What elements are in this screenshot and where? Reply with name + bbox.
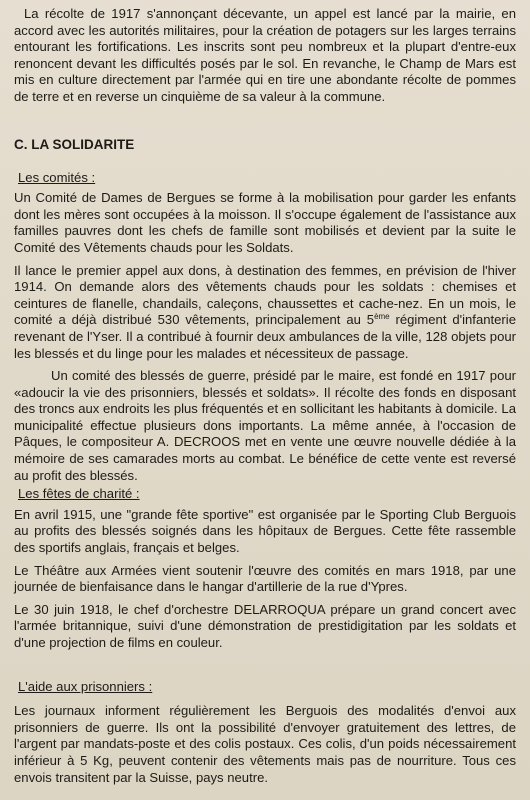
fetes-paragraph-3: Le 30 juin 1918, le chef d'orchestre DELARROQUA prépare un grand concert avec l'armée britannique, suivi d'une démonstration de prestidigitation par les soldats et d'une projection de films en couleur. bbox=[14, 601, 516, 650]
prisonniers-heading: L'aide aux prisonniers : bbox=[18, 678, 153, 694]
comites-paragraph-2-text-b: régiment d'infanterie revenant de l'Yser. Il a contribué à fournir deux ambulances de la ville, 128 objets pour les blessés et du linge pour les malades et nécessiteux de passage. bbox=[14, 312, 516, 361]
fetes-paragraph-2: Le Théâtre aux Armées vient soutenir l'œuvre des comités en mars 1918, par une journée de bienfaisance dans le hangar d'artillerie de la rue d'Ypres. bbox=[14, 562, 516, 595]
fetes-heading: Les fêtes de charité : bbox=[18, 486, 140, 502]
comites-paragraph-2-text-a: Il lance le premier appel aux dons, à destination des femmes, en prévision de l'hiver 1914. On demande alors des vêtements chauds pour les soldats : chemises et ceintures de flanelle, chandails, caleçons, chaussettes et cache-nez. En un mois, le comité a déjà distribué 530 vêtements, principalement au 5 bbox=[14, 262, 516, 328]
prisonniers-paragraph-1: Les journaux informent régulièrement les Berguois des modalités d'envoi aux prisonniers de guerre. Ils ont la possibilité d'envoyer gratuitement des lettres, de l'argent par mandats-poste et des colis postaux. Ces colis, d'un poids nécessairement inférieur à 5 Kg, peuvent contenir des vêtements mais pas de nourriture. Tous ces envois transitent par la Suisse, pays neutre. bbox=[14, 703, 516, 785]
comites-paragraph-3: Un comité des blessés de guerre, présidé par le maire, est fondé en 1917 pour «adoucir la vie des prisonniers, blessés et soldats». Il récolte des fonds en disposant des troncs aux endroits les plus fréquentés et en sollicitant les habitants à domicile. La municipalité effectue plusieurs dons importants. La même année, à l'occasion de Pâques, le compositeur A. DECROOS met en vente une œuvre nouvelle dédiée à la mémoire de ses camarades morts au combat. Le bénéfice de cette vente est reversé au profit des blessés. bbox=[14, 368, 516, 483]
comites-paragraph-2 bbox=[14, 263, 516, 363]
section-title: C. LA SOLIDARITE bbox=[14, 136, 135, 152]
intro-paragraph: La récolte de 1917 s'annonçant décevante, un appel est lancé par la mairie, en accord avec les autorités militaires, pour la création de potagers sur les larges terrains entourant les fortifications. Les inscrits sont peu nombreux et la plupart d'entre-eux renoncent devant les difficultés posés par le sol. En revanche, le Champ de Mars est mis en culture directement par l'armée qui en tire une abondante récolte de pommes de terre et en reverse un cinquième de sa valeur à la commune. bbox=[14, 6, 516, 104]
comites-heading: Les comités : bbox=[18, 169, 96, 185]
ordinal-superscript: ème bbox=[374, 312, 390, 322]
comites-paragraph-1: Un Comité de Dames de Bergues se forme à la mobilisation pour garder les enfants dont les mères sont occupées à la moisson. Il s'occupe également de l'assistance aux familles pauvres dont les chefs de famille sont mobilisés et devient par la suite le Comité des Vêtements chauds pour les Soldats. bbox=[14, 190, 516, 255]
fetes-paragraph-1: En avril 1915, une "grande fête sportive" est organisée par le Sporting Club Berguois au profits des blessés soignés dans les hôpitaux de Bergues. Cette fête rassemble des sportifs anglais, français et belges. bbox=[14, 506, 516, 556]
